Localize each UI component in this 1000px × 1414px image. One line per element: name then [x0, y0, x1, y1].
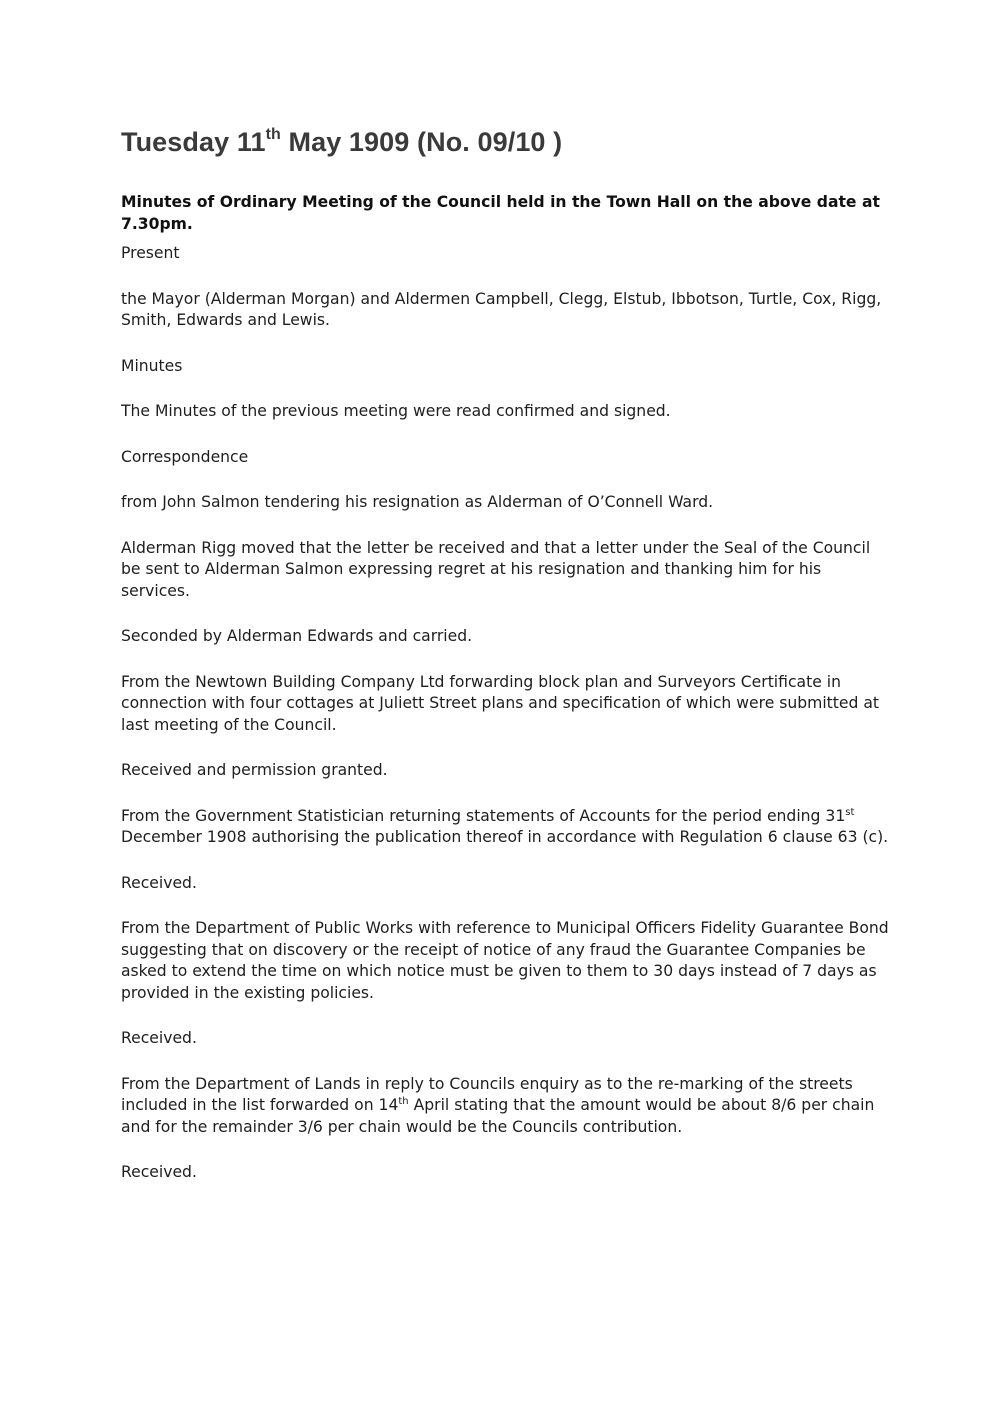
paragraph-seconded: Seconded by Alderman Edwards and carried. — [121, 627, 473, 645]
lands-text-a: From the Department of Lands in reply to Councils enquiry as to the re-marking of the streets included in the list forwarded on 14 — [121, 1074, 853, 1114]
meeting-subtitle: Minutes of Ordinary Meeting of the Council held in the Town Hall on the above date at 7.30pm. — [121, 193, 880, 233]
minutes-text: The Minutes of the previous meeting were read confirmed and signed. — [121, 402, 671, 420]
paragraph-received-3: Received. — [121, 1163, 197, 1181]
statistician-text-b: December 1908 authorising the publication thereof in accordance with Regulation 6 clause 63 (c). — [121, 828, 889, 846]
lands-superscript: th — [398, 1096, 409, 1107]
title-rest: May 1909 (No. 09/10 ) — [280, 127, 563, 157]
paragraph-received-2: Received. — [121, 1029, 197, 1047]
paragraph-public-works: From the Department of Public Works with reference to Municipal Officers Fidelity Guarantee Bond suggesting that on discovery or the receipt of notice of any fraud the Guarantee Companies be asked to extend the time on which notice must be given to them to 30 days instead of 7 days as provided in the existing policies. — [121, 919, 889, 1002]
title-main: Tuesday 11 — [121, 127, 266, 157]
paragraph-lands — [121, 1074, 891, 1139]
title-superscript: th — [265, 126, 281, 143]
paragraph-salmon-resignation: from John Salmon tendering his resignation as Alderman of O’Connell Ward. — [121, 493, 714, 511]
paragraph-rigg-motion: Alderman Rigg moved that the letter be received and that a letter under the Seal of the Council be sent to Alderman Salmon expressing regret at his resignation and thanking him for his services. — [121, 538, 871, 600]
paragraph-received-granted: Received and permission granted. — [121, 761, 388, 779]
page-title — [121, 120, 891, 164]
minutes-heading: Minutes — [121, 356, 183, 375]
present-heading: Present — [121, 244, 180, 262]
paragraph-received-1: Received. — [121, 873, 197, 892]
statistician-superscript: st — [845, 806, 855, 818]
document-page — [121, 120, 891, 1208]
correspondence-heading: Correspondence — [121, 447, 249, 466]
paragraph-newtown-building: From the Newtown Building Company Ltd forwarding block plan and Surveyors Certificate in connection with four cottages at Juliett Street plans and specification of which were submitted at last meeting of the Council. — [121, 672, 880, 734]
present-text: the Mayor (Alderman Morgan) and Aldermen Campbell, Clegg, Elstub, Ibbotson, Turtle, Cox, Rigg, Smith, Edwards and Lewis. — [121, 289, 882, 329]
statistician-text-a: From the Government Statistician returning statements of Accounts for the period ending 31 — [121, 806, 846, 825]
paragraph-statistician — [121, 806, 891, 849]
lands-text-b: April stating that the amount would be about 8/6 per chain and for the remainder 3/6 per chain would be the Councils contribution. — [121, 1096, 875, 1136]
